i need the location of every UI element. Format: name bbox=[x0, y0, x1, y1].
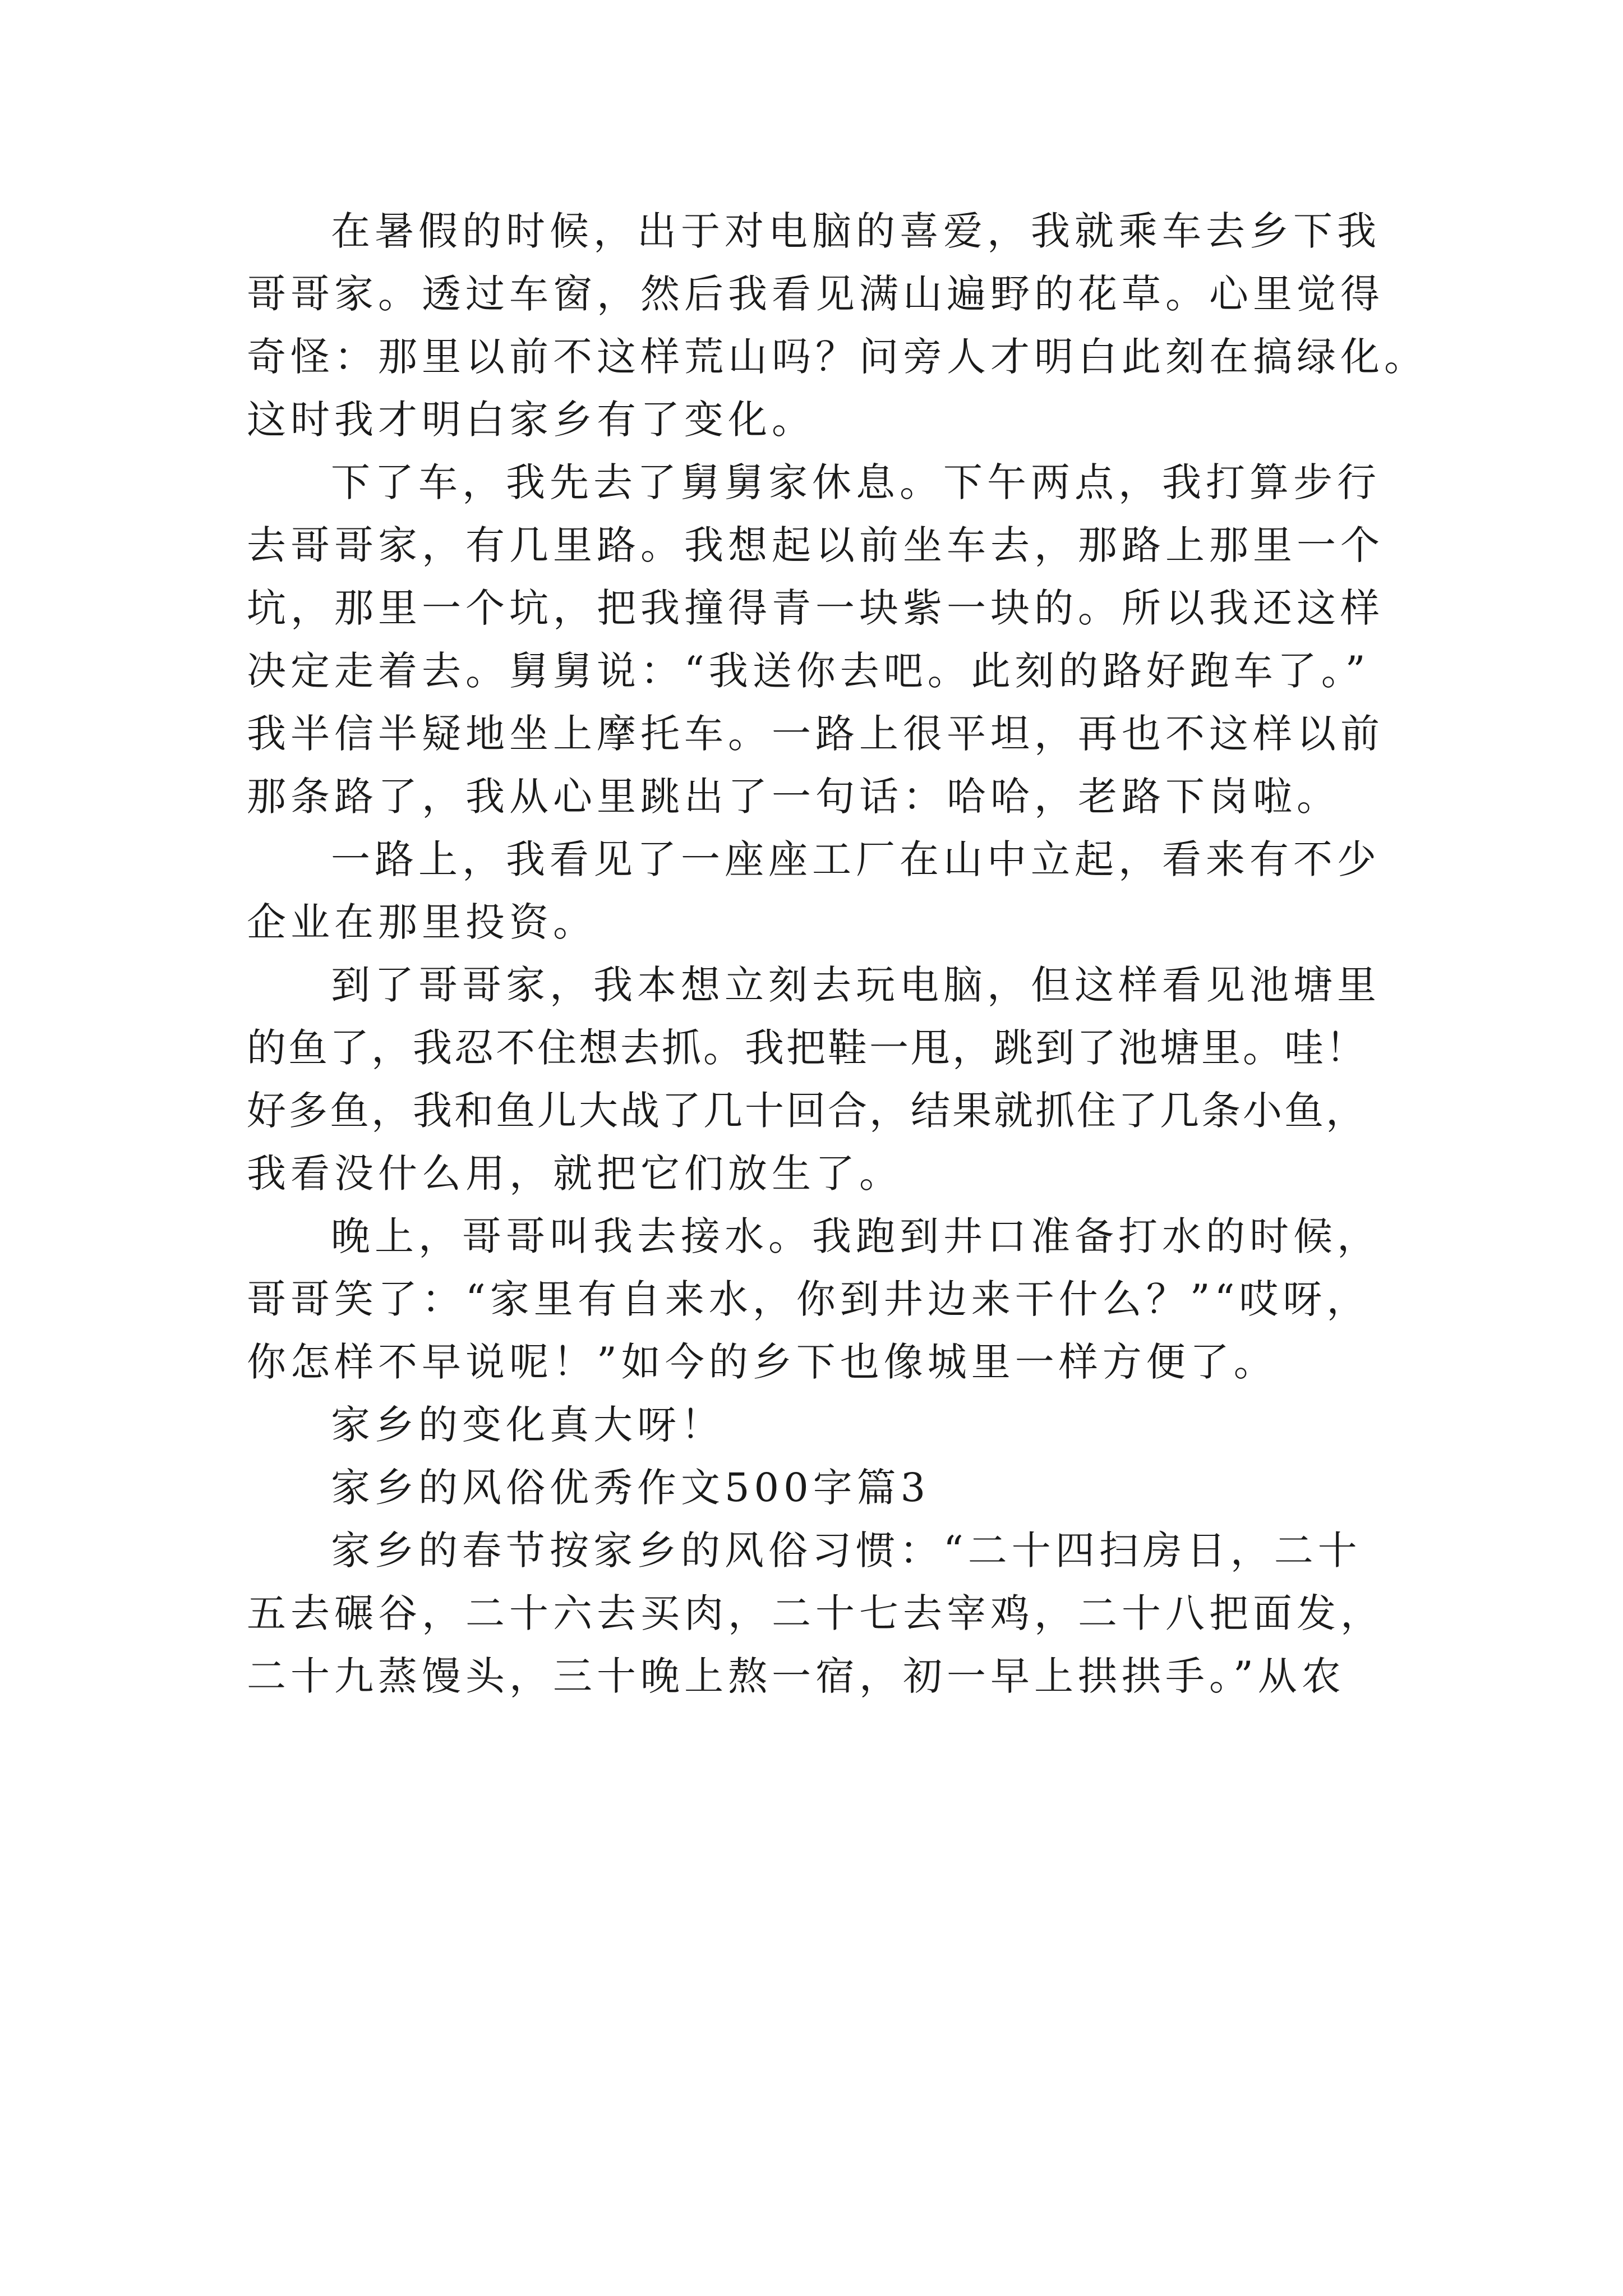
section-heading: 家乡的风俗优秀作文500字篇3 bbox=[331, 1465, 930, 1511]
text-line: 这时我才明白家乡有了变化。 bbox=[247, 397, 815, 443]
text-line: 五去碾谷，二十六去买肉，二十七去宰鸡，二十八把面发， bbox=[247, 1590, 1384, 1636]
text-line: 我半信半疑地坐上摩托车。一路上很平坦，再也不这样以前 bbox=[247, 711, 1384, 757]
text-line: 的鱼了，我忍不住想去抓。我把鞋一甩，跳到了池塘里。哇！ bbox=[247, 1025, 1367, 1071]
text-line: 那条路了，我从心里跳出了一句话：哈哈，老路下岗啦。 bbox=[247, 774, 1340, 820]
text-line: 企业在那里投资。 bbox=[247, 899, 597, 945]
text-line: 家乡的变化真大呀！ bbox=[331, 1402, 725, 1448]
text-line: 二十九蒸馒头，三十晚上熬一宿，初一早上拱拱手。”从农 bbox=[247, 1653, 1345, 1699]
text-line: 去哥哥家，有几里路。我想起以前坐车去，那路上那里一个 bbox=[247, 522, 1384, 568]
essay-body bbox=[247, 200, 1428, 1708]
text-line: 你怎样不早说呢！”如今的乡下也像城里一样方便了。 bbox=[247, 1339, 1278, 1385]
text-line: 到了哥哥家，我本想立刻去玩电脑，但这样看见池塘里 bbox=[331, 962, 1381, 1008]
text-line: 哥哥笑了：“家里有自来水，你到井边来干什么？”“哎呀， bbox=[247, 1276, 1371, 1322]
text-line: 在暑假的时候，出于对电脑的喜爱，我就乘车去乡下我 bbox=[331, 208, 1381, 254]
text-line: 哥哥家。透过车窗，然后我看见满山遍野的花草。心里觉得 bbox=[247, 271, 1384, 317]
text-line: 我看没什么用，就把它们放生了。 bbox=[247, 1151, 903, 1197]
text-line: 决定走着去。舅舅说：“我送你去吧。此刻的路好跑车了。” bbox=[247, 648, 1370, 694]
text-line: 奇怪：那里以前不这样荒山吗？问旁人才明白此刻在搞绿化。 bbox=[247, 334, 1428, 380]
text-line: 下了车，我先去了舅舅家休息。下午两点，我打算步行 bbox=[331, 459, 1381, 505]
text-line: 家乡的春节按家乡的风俗习惯：“二十四扫房日，二十 bbox=[331, 1527, 1362, 1573]
text-line: 坑，那里一个坑，把我撞得青一块紫一块的。所以我还这样 bbox=[247, 585, 1384, 631]
text-line: 晚上，哥哥叫我去接水。我跑到井口准备打水的时候， bbox=[331, 1213, 1381, 1259]
text-line: 好多鱼，我和鱼儿大战了几十回合，结果就抓住了几条小鱼， bbox=[247, 1088, 1367, 1134]
text-line: 一路上，我看见了一座座工厂在山中立起，看来有不少 bbox=[331, 836, 1381, 882]
